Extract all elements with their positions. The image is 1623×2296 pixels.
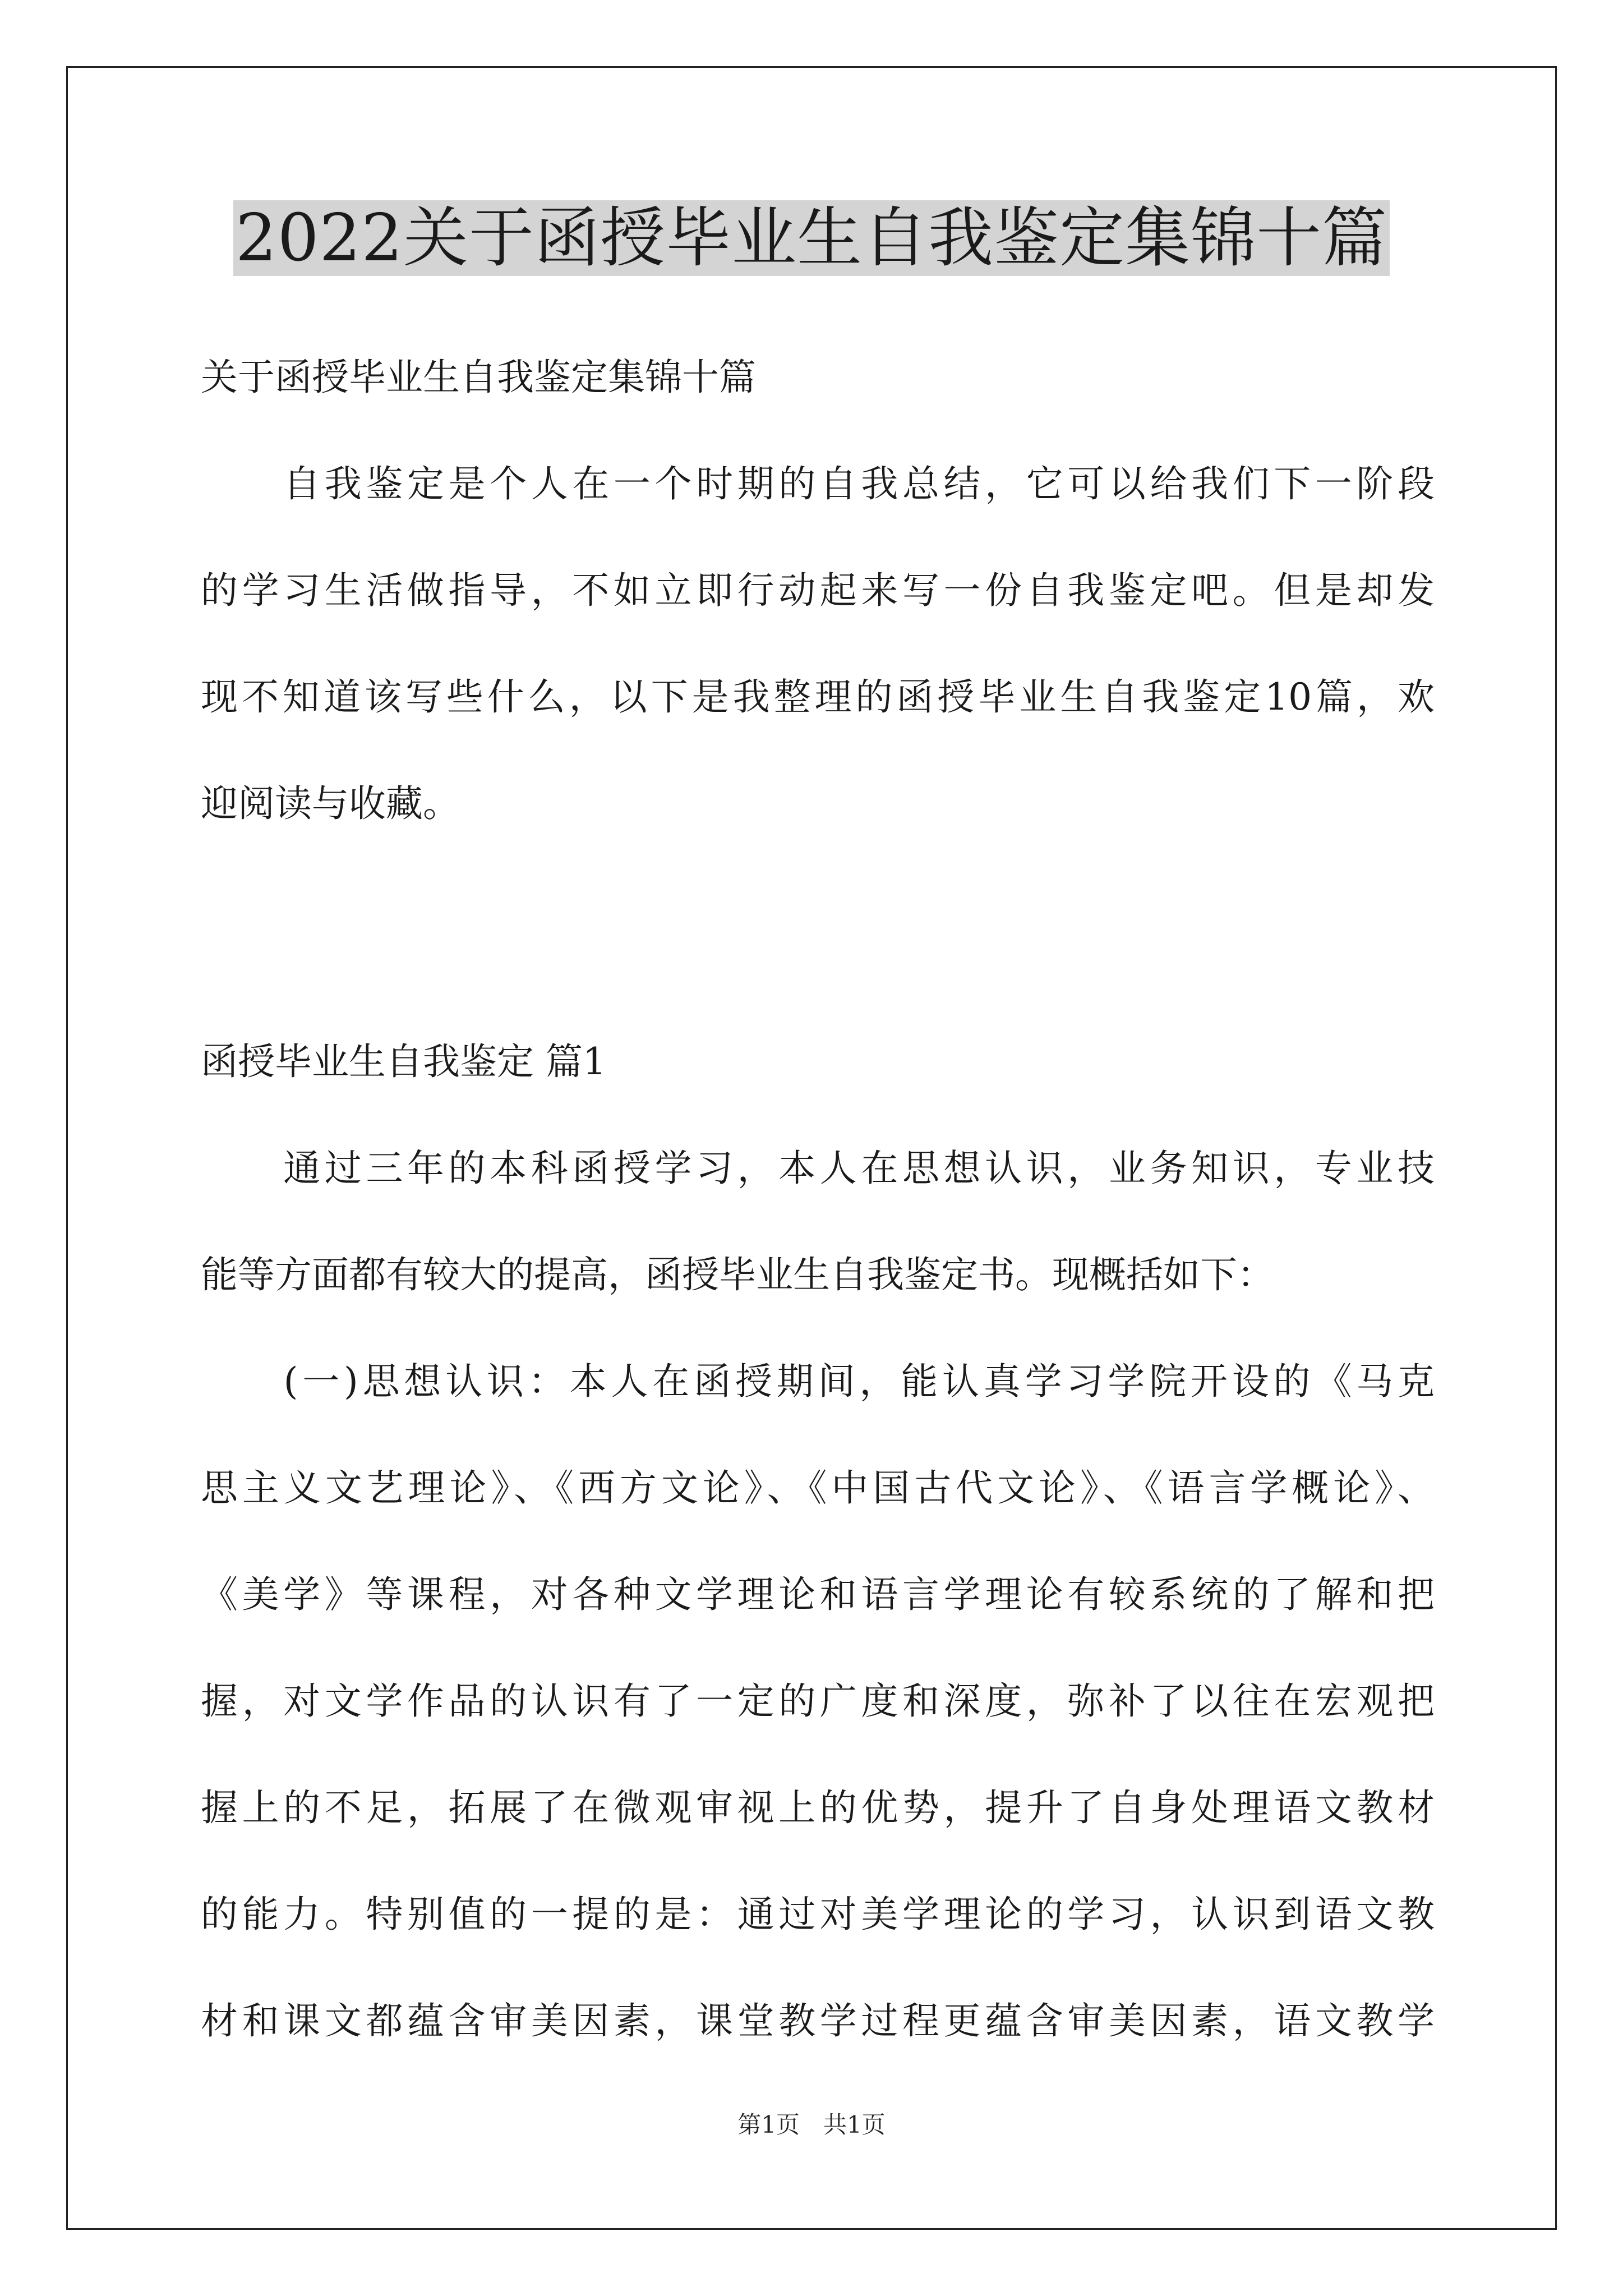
paragraph-line: 《美学》等课程，对各种文学理论和语言学理论有较系统的了解和把 xyxy=(201,1573,1435,1616)
paragraph-line: 握，对文学作品的认识有了一定的广度和深度，弥补了以往在宏观把 xyxy=(201,1680,1435,1723)
document-title xyxy=(0,196,1623,280)
document-title-text: 2022关于函授毕业生自我鉴定集锦十篇 xyxy=(233,200,1390,276)
paragraph-line: 材和课文都蕴含审美因素，课堂教学过程更蕴含审美因素，语文教学 xyxy=(201,1999,1435,2042)
page-footer: 第1页 共1页 xyxy=(737,2111,886,2138)
document-subtitle: 关于函授毕业生自我鉴定集锦十篇 xyxy=(201,356,756,399)
paragraph-line: 自我鉴定是个人在一个时期的自我总结，它可以给我们下一阶段 xyxy=(201,462,1435,505)
paragraph-line: 握上的不足，拓展了在微观审视上的优势，提升了自身处理语文教材 xyxy=(201,1786,1435,1829)
paragraph-line: 能等方面都有较大的提高，函授毕业生自我鉴定书。现概括如下： xyxy=(201,1253,1274,1296)
paragraph-line: 迎阅读与收藏。 xyxy=(201,782,460,825)
section-heading: 函授毕业生自我鉴定 篇1 xyxy=(201,1040,606,1083)
paragraph-line: 通过三年的本科函授学习，本人在思想认识，业务知识，专业技 xyxy=(201,1147,1435,1190)
paragraph-line: 现不知道该写些什么，以下是我整理的函授毕业生自我鉴定10篇，欢 xyxy=(201,675,1435,719)
paragraph-line: (一)思想认识：本人在函授期间，能认真学习学院开设的《马克 xyxy=(201,1360,1435,1403)
paragraph-line: 的学习生活做指导，不如立即行动起来写一份自我鉴定吧。但是却发 xyxy=(201,569,1435,612)
paragraph-line: 的能力。特别值的一提的是：通过对美学理论的学习，认识到语文教 xyxy=(201,1893,1435,1936)
paragraph-line: 思主义文艺理论》、《西方文论》、《中国古代文论》、《语言学概论》、 xyxy=(201,1466,1435,1510)
